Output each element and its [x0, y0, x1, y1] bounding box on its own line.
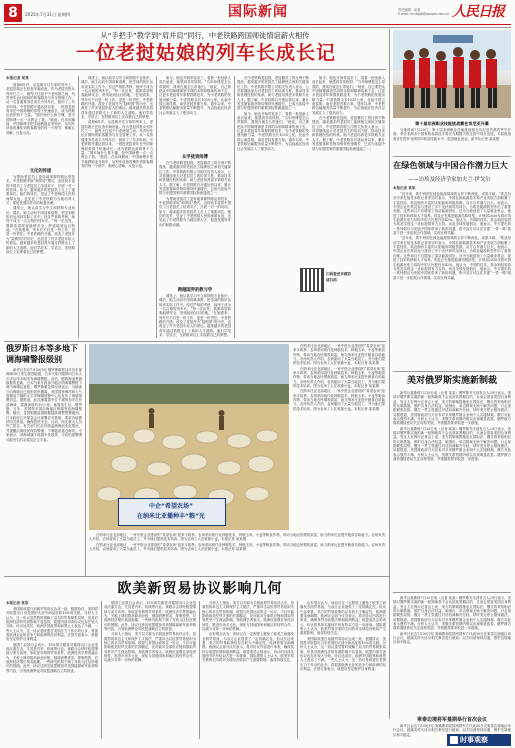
trade-byline: 本报记者 某某: [6, 601, 29, 605]
lead-col2-para2: 清晨6时许，从昆明开往万象的列车上，老挝姑娘正在检查车厢设备。作为老挝首批女列车长之一，她每天往返于中老两国之间，负责列车运行期间的旅客服务与安全管理工作。从一名普通乘务员成长为列车长，她用了三年多时间。中老铁路开通运营以来，一批批老挝青年在中国师傅的带领下快速成长，成为铁路运营的骨干力量。“刚开始什么都不懂，是中国师傅一点一点教会了我。”她说。在培训期间，中国师傅手把手地教她业务知识，从列车设备的操作到旅客服务的每一个细节，都耐心讲解、反复示范。: [81, 120, 153, 168]
section-title: 国际新闻: [228, 4, 288, 20]
bottom-right-body: [393, 596, 511, 712]
right-rule: [393, 371, 511, 372]
left-rule: [4, 341, 386, 342]
lead-col3-para4: 课堂上，她认真学习中文和铁路专业知识；课后，她主动向中国同事请教，把学到的知识运用到实际工作中。经过严格的考核，她终于成为一名合格的列车长。“每一次出发，我都希望旅客能够安全、舒适地到达目的地。”在她看来，列车长不仅是一份工作，更是一份责任。中老铁路的开通，改变了老挝作为“陆锁国”的历史，也改变了许多老挝年轻人的命运。越来越多的老挝青年通过铁路走上了新的人生道路，他们学技术、学语言，在铁路岗位上实现着自己的梦想。: [159, 294, 231, 338]
trade-para-1b: 德国工业联合会表示，15%的关税将对德国出口企业造成沉重打击，尤其是汽车、机械等行业。该联合会呼吁欧盟继续与美方谈判，争取更有利的贸易条件。欧洲经济学界普遍认为，关税上调将推高商品价格，削弱消费需求，抑制投资，对欧洲经济增长构成拖累。一些研究机构下调了对欧元区经济增长的预期。此外，协议还涉及欧盟增加对美国能源和军备采购等内容，引发欧洲舆论对欧盟战略自主的担忧。: [6, 642, 98, 673]
trade-col4: [300, 601, 386, 739]
lead-subhead-2: 从学徒到师傅: [182, 155, 208, 160]
lead-col1-text: [6, 83, 75, 165]
hope-farm-para: 在纳米比亚北部地区，一家中资企业建设的“希望农场”迎来丰收季。农场采用现代化种植技术，种植玉米、小麦等粮食作物，带动当地农民增收致富，助力纳米比亚提升粮食自给能力。农场负责人介绍，农场雇用了大量当地员工，并为他们提供技术培训。图为农场工人在收割小麦。本报记者 某某摄: [293, 344, 385, 366]
tsunami-headline: 俄罗斯日本等多地下调海啸警报级别: [6, 344, 78, 364]
hope-farm-caption-1: 中企“希望农场”: [149, 503, 193, 510]
hope-farm-para4: 在纳米比亚北部地区，一家中资企业建设的“希望农场”迎来丰收季。农场采用现代化种植技术，种植玉米、小麦等粮食作物，带动当地农民增收致富，助力纳米比亚提升粮食自给能力。农场负责人介绍，农场雇用了大量当地员工，并为他们提供技术培训。图为农场工人在收割小麦。本报记者 某某摄: [89, 533, 385, 542]
tsunami-body: [6, 368, 82, 574]
trade-para-2b: 分析人士指出，美方以关税为手段迫使贸易伙伴让步，是典型的单边主义和保护主义做法，严重冲击以世界贸易组织为核心的多边贸易体制。欧盟与美国达成的这一协议，不仅可能影响欧美经贸关系的长期稳定，还可能对全球供应链和国际贸易秩序产生深远影响。有欧洲学者表示，欧洲应加强自身经济韧性，推进市场多元化，深化与其他国家和地区的经贸合作，以减少对单一市场的依赖。: [104, 632, 196, 663]
news-icon: [450, 736, 458, 744]
tsunami-para: 新华社东京7月30日电 俄罗斯堪察加半岛东部海域30日发生强烈地震，日本气象厅随即向日本太平洋沿岸多地发布海啸警报。此后，随着海浪观测数据的更新，日本气象厅将部分地区的海啸警报下调为海啸注意报。俄罗斯紧急情况部表示，当地部分沿海地区已组织居民撤离。美国国家海洋和大气管理局下属的太平洋海啸预警中心也发布了海啸预警信息。据报道，此次地震震中位于堪察加半岛东部海域，震源深度约19公里。地震发生后，俄罗斯、日本、美国等多国沿海地区相继发布海啸预警。随后，各国根据监测数据陆续调整预警级别。日本政府召开紧急会议部署应对措施，要求各地做好防灾准备，确保居民安全。目前，尚无重大人员伤亡报告。有关部门仍在持续监测海浪变化情况，并提醒沿海居民保持警惕，不要随意靠近海岸。专家表示，该海域属于地震多发地带，今后仍需警惕可能发生的余震及次生灾害。: [6, 368, 82, 442]
africa-skills-caption-body: [393, 128, 511, 154]
africa-skills-caption-para: 当地时间7月29日，第十届非洲职业技能挑战赛在肯尼亚首都内罗毕开幕。来自非洲多个国家的参赛选手将在为期数天的比赛中同台竞技。本届挑战赛旨在提升非洲青年职业技能水平，促进就业创业。新华社记者 某某摄: [393, 128, 511, 141]
lead-col4-text: [237, 76, 309, 236]
trade-para-1: 美国和欧盟日前就贸易协议达成一致，根据协议，美国将对欧盟出口至美国的大部分商品征收15%的关税。分析人士认为，这一协议虽然暂时缓解了双方的贸易紧张局势，但其对欧洲经济的负面影响不容忽视，欧盟内部对该协议也存在较大分歧。协议达成后，欧洲多国政界和商界人士表达了不满。一些人士认为，这一协议是欧盟在美国压力下作出的让步，将损害欧洲企业的竞争力和欧洲的经济利益。法国方面表示，欧盟应坚定维护自身利益。: [6, 607, 98, 642]
lead-col5-para2: 在中老铁路老挝段，老挝籍员工的比例不断提高，越来越多的老挝员工能够独立承担关键岗位工作。中老铁路有限公司相关负责人表示，公司将继续加大对老挝员工的培训力度，推动技术和管理经验的传承，助力老挝培养更多铁路专业人才。据了解，中老铁路自开通运营以来，累计发送旅客和货物均保持快速增长，已成为连接中国与东盟国家的重要国际物流通道之一。: [312, 116, 385, 151]
trade-para-4: 也有观点认为，该协议在一定程度上避免了欧美之间爆发全面贸易战，为双方企业提供了一定的确定性。但从长远来看，美方的贸易政策仍存在较大不确定性，欧洲需要未雨绸缪。欧洲议会部分议员表示，将对协议内容进行审查，确保其符合欧盟法律和欧洲利益。欧盟委员会则表示，协议的具体实施细节仍有待双方进一步磋商。国际观察人士认为，欧美贸易关系的走向将对全球经济格局产生重要影响，值得持续关注。: [300, 601, 386, 636]
africa-skills-photo-art: [393, 30, 511, 118]
border-meeting-headline: 柬泰边境将军曼期举行首次会议: [416, 717, 487, 723]
hope-farm-para5: 在纳米比亚北部地区，一家中资企业建设的“希望农场”迎来丰收季。农场采用现代化种植技术，种植玉米、小麦等粮食作物，带动当地农民增收致富，助力纳米比亚提升粮食自给能力。农场负责人介绍，农场雇用了大量当地员工，并为他们提供技术培训。图为农场工人在收割小麦。本报记者 某某摄: [89, 542, 385, 552]
contact-line-1: 责任编辑：某某: [398, 8, 421, 12]
trade-para-3b: 也有观点认为，该协议在一定程度上避免了欧美之间爆发全面贸易战，为双方企业提供了一定的确定性。但从长远来看，美方的贸易政策仍存在较大不确定性，欧洲需要未雨绸缪。欧洲议会部分议员表示，将对协议内容进行审查，确保其符合欧盟法律和欧洲利益。欧盟委员会则表示，协议的具体实施细节仍有待双方进一步磋商。国际观察人士认为，欧美贸易关系的走向将对全球经济格局产生重要影响，值得持续关注。: [202, 632, 294, 663]
lead-col1-para: 清晨6时许，从昆明开往万象的列车上，老挝姑娘正在检查车厢设备。作为老挝首批女列车长之一，她每天往返于中老两国之间，负责列车运行期间的旅客服务与安全管理工作。从一名普通乘务员成长为列车长，她用了三年多时间。中老铁路开通运营以来，一批批老挝青年在中国师傅的带领下快速成长，成为铁路运营的骨干力量。“刚开始什么都不懂，是中国师傅一点一点教会了我。”她说。在培训期间，中国师傅手把手地教她业务知识，从列车设备的操作到旅客服务的每一个细节，都耐心讲解、反复示范。: [6, 83, 75, 135]
lead-col3-para3: 为帮助老挝员工更好地掌握铁路运营技术，中老铁路采取“师带徒”模式，由经验丰富的中国员工与老挝员工结成对子，开展一对一的培训。如今，越来越多的老挝员工走上了重要岗位。她们的成长，见证了中老两国人民的深厚友谊，也见证了中老铁路为当地培养人才、促进发展所作出的积极贡献。: [159, 196, 231, 227]
lead-col1-para3: 课堂上，她认真学习中文和铁路专业知识；课后，她主动向中国同事请教，把学到的知识运用到实际工作中。经过严格的考核，她终于成为一名合格的列车长。“每一次出发，我都希望旅客能够安全、舒适地到达目的地。”在她看来，列车长不仅是一份工作，更是一份责任。中老铁路的开通，改变了老挝作为“陆锁国”的历史，也改变了许多老挝年轻人的命运。越来越多的老挝青年通过铁路走上了新的人生道路，他们学技术、学语言，在铁路岗位上实现着自己的梦想。: [6, 206, 75, 254]
lead-col1-para2: 为帮助老挝员工更好地掌握铁路运营技术，中老铁路采取“师带徒”模式，由经验丰富的中国员工与老挝员工结成对子，开展一对一的培训。如今，越来越多的老挝员工走上了重要岗位。她们的成长，见证了中老两国人民的深厚友谊，也见证了中老铁路为当地培养人才、促进发展所作出的积极贡献。: [6, 175, 75, 206]
lead-kicker: 从“手把手”教学到“肩并肩”同行，中老铁路跨国师徒情谊薪火相传: [100, 31, 310, 40]
trade-col1: [6, 607, 98, 739]
sanctions-para: 新华社莫斯科7月29日电（记者 某某）俄罗斯外交部发言人29日表示，美国对俄罗斯实施的新一轮制裁将不会达到其预期目的，反而会损害美国自身利益。发言人在例行记者会上说，美方的制裁措施违反国际法，俄方将采取相应的反制措施，维护自身合法权益。她指出，单边制裁无助于解决问题，只会加剧紧张局势。俄方一贯主张通过对话协商解决分歧，呼吁美方停止错误做法。另据报道，美国财政部当天宣布对多家俄罗斯企业和个人实施制裁。俄方对此表示强烈不满。分析人士认为，美俄关系短期内难以出现明显改善。俄罗斯方面将继续密切关注局势发展，并根据需要采取进一步措施。: [393, 391, 511, 426]
newspaper-logo: 人民日报: [452, 4, 504, 20]
interview-headline: 在绿色领域与中国合作潜力巨大: [393, 160, 508, 170]
hope-farm-text: [293, 344, 385, 530]
lead-col3-para2: 在中老铁路老挝段，老挝籍员工的比例不断提高，越来越多的老挝员工能够独立承担关键岗位工作。中老铁路有限公司相关负责人表示，公司将继续加大对老挝员工的培训力度，推动技术和管理经验的传承，助力老挝培养更多铁路专业人才。据了解，中老铁路自开通运营以来，累计发送旅客和货物均保持快速增长，已成为连接中国与东盟国家的重要国际物流通道之一。: [159, 161, 231, 196]
lead-byline: 本报记者 某某: [6, 76, 29, 80]
trade-col3: [202, 601, 294, 739]
lead-col2-text: [81, 76, 153, 338]
interview-para2: “近年来，埃中两国在绿色能源领域的合作不断深化，成果丰硕。”埃及经济学家在接受本报记者采访时表示，中国在新能源技术和产业发展方面积累了丰富经验，埃及拥有丰富的太阳能和风能资源，双方合作潜力巨大。他表示，中国企业在埃及参与建设了多个光伏和风电项目，为埃及能源转型作出了重要贡献。这些项目不仅增加了清洁能源供应，还为当地创造了大量就业机会，促进了技术转移和人才培养。埃及正在推进能源结构转型，计划到2030年将可再生能源在电力结构中的占比提升至42%。他认为，中国的技术、资金和经验将为埃及实现这一目标提供有力支持。谈及全球发展倡议，他表示，中方提出的一系列倡议为发展中国家带来了新的机遇，埃中双方可以在共建“一带一路”框架下进一步拓展合作领域，实现互利共赢。: [393, 236, 511, 280]
lead-col3-text: [159, 76, 231, 152]
trade-para-4b: 美国和欧盟日前就贸易协议达成一致，根据协议，美国将对欧盟出口至美国的大部分商品征收15%的关税。分析人士认为，这一协议虽然暂时缓解了双方的贸易紧张局势，但其对欧洲经济的负面影响不容忽视，欧盟内部对该协议也存在较大分歧。协议达成后，欧洲多国政界和商界人士表达了不满。一些人士认为，这一协议是欧盟在美国压力下作出的让步，将损害欧洲企业的竞争力和欧洲的经济利益。法国方面表示，欧盟应坚定维护自身利益。: [300, 636, 386, 672]
right-rule: [393, 156, 511, 157]
masthead-rule: [4, 24, 511, 25]
lead-col1-text2: [6, 175, 75, 335]
lead-col5-para: 如今，她也开始带徒弟了。看着一批批新人成长起来，她感到非常欣慰。“当年师傅是怎么带我的，我现在就怎么带他们。”她说，自己要把从中国师傅那里学到的本领和精神传承下去，让更多老挝青年掌握铁路技术，为中老铁路的发展贡献力量。中老铁路全长1035公里，北起中国云南昆明，南至老挝首都万象。通车以来，中老铁路运输服务质量不断提升，为沿线地区经济社会发展注入了强劲动力。: [312, 76, 385, 115]
interview-body: [393, 192, 511, 368]
right-column-divider: [389, 29, 390, 719]
africa-skills-photo: [393, 30, 511, 118]
hope-farm-para2: 在纳米比亚北部地区，一家中资企业建设的“希望农场”迎来丰收季。农场采用现代化种植技术，种植玉米、小麦等粮食作物，带动当地农民增收致富，助力纳米比亚提升粮食自给能力。农场负责人介绍，农场雇用了大量当地员工，并为他们提供技术培训。图为农场工人在收割小麦。本报记者 某某摄: [293, 366, 385, 389]
lead-col3-text3: [159, 294, 231, 338]
border-meeting-body: [393, 724, 511, 737]
lead-headline: 一位老挝姑娘的列车长成长记: [75, 42, 336, 64]
trade-col2: [104, 601, 196, 739]
trade-para-2: 德国工业联合会表示，15%的关税将对德国出口企业造成沉重打击，尤其是汽车、机械等行业。该联合会呼吁欧盟继续与美方谈判，争取更有利的贸易条件。欧洲经济学界普遍认为，关税上调将推高商品价格，削弱消费需求，抑制投资，对欧洲经济增长构成拖累。一些研究机构下调了对欧元区经济增长的预期。此外，协议还涉及欧盟增加对美国能源和军备采购等内容，引发欧洲舆论对欧盟战略自主的担忧。: [104, 601, 196, 632]
bottom-rule: [4, 576, 389, 577]
sanctions-body: [393, 391, 511, 589]
bottom-right-para: 新华社莫斯科7月29日电（记者 某某）俄罗斯外交部发言人29日表示，美国对俄罗斯实施的新一轮制裁将不会达到其预期目的，反而会损害美国自身利益。发言人在例行记者会上说，美方的制裁措施违反国际法，俄方将采取相应的反制措施，维护自身合法权益。她指出，单边制裁无助于解决问题，只会加剧紧张局势。俄方一贯主张通过对话协商解决分歧，呼吁美方停止错误做法。另据报道，美国财政部当天宣布对多家俄罗斯企业和个人实施制裁。俄方对此表示强烈不满。分析人士认为，美俄关系短期内难以出现明显改善。俄罗斯方面将继续密切关注局势发展，并根据需要采取进一步措施。: [393, 596, 511, 631]
sanctions-para2: 新华社莫斯科7月29日电（记者 某某）俄罗斯外交部发言人29日表示，美国对俄罗斯实施的新一轮制裁将不会达到其预期目的，反而会损害美国自身利益。发言人在例行记者会上说，美方的制裁措施违反国际法，俄方将采取相应的反制措施，维护自身合法权益。她指出，单边制裁无助于解决问题，只会加剧紧张局势。俄方一贯主张通过对话协商解决分歧，呼吁美方停止错误做法。另据报道，美国财政部当天宣布对多家俄罗斯企业和个人实施制裁。俄方对此表示强烈不满。分析人士认为，美俄关系短期内难以出现明显改善。俄罗斯方面将继续密切关注局势发展，并根据需要采取进一步措施。: [393, 426, 511, 462]
border-meeting-para: 新华社金边7月30日电 柬埔寨和泰国两国军方代表30日在柬泰边境地区举行会议，就落实停火协议相关事宜进行磋商。双方同意保持沟通，维护边境地区和平稳定。: [393, 724, 511, 737]
hope-farm-text-below: [89, 533, 385, 573]
trade-headline: 欧美新贸易协议影响几何: [117, 581, 283, 597]
lead-col2-para: 课堂上，她认真学习中文和铁路专业知识；课后，她主动向中国同事请教，把学到的知识运用到实际工作中。经过严格的考核，她终于成为一名合格的列车长。“每一次出发，我都希望旅客能够安全、舒适地到达目的地。”在她看来，列车长不仅是一份工作，更是一份责任。中老铁路的开通，改变了老挝作为“陆锁国”的历史，也改变了许多老挝年轻人的命运。越来越多的老挝青年通过铁路走上了新的人生道路，他们学技术、学语言，在铁路岗位上实现着自己的梦想。: [81, 76, 153, 120]
bottom-right-para2: 新华社金边7月30日电 柬埔寨和泰国两国军方代表30日在柬泰边境地区举行会议，就落实停火协议相关事宜进行磋商。双方同意保持沟通，维护边境地区和平稳定。: [393, 631, 511, 645]
lead-col3-text2: [159, 161, 231, 281]
lead-subhead-3: 跨越国界的教与学: [177, 288, 213, 293]
lead-headline-rule: [4, 69, 386, 70]
contact-line-2: E-mail: rmrbgjb@people.com.cn: [398, 12, 450, 16]
hope-farm-para3: 在纳米比亚北部地区，一家中资企业建设的“希望农场”迎来丰收季。农场采用现代化种植技术，种植玉米、小麦等粮食作物，带动当地农民增收致富，助力纳米比亚提升粮食自给能力。农场负责人介绍，农场雇用了大量当地员工，并为他们提供技术培训。图为农场工人在收割小麦。本报记者 某某摄: [293, 389, 385, 411]
date-line: 2025年7月31日 星期四: [25, 12, 71, 17]
column-label: 时事观察: [460, 736, 488, 744]
sanctions-headline: 美对俄罗斯实施新制裁: [406, 376, 497, 386]
interview-para: “近年来，埃中两国在绿色能源领域的合作不断深化，成果丰硕。”埃及经济学家在接受本报记者采访时表示，中国在新能源技术和产业发展方面积累了丰富经验，埃及拥有丰富的太阳能和风能资源，双方合作潜力巨大。他表示，中国企业在埃及参与建设了多个光伏和风电项目，为埃及能源转型作出了重要贡献。这些项目不仅增加了清洁能源供应，还为当地创造了大量就业机会，促进了技术转移和人才培养。埃及正在推进能源结构转型，计划到2030年将可再生能源在电力结构中的占比提升至42%。他认为，中国的技术、资金和经验将为埃及实现这一目标提供有力支持。谈及全球发展倡议，他表示，中方提出的一系列倡议为发展中国家带来了新的机遇，埃中双方可以在共建“一带一路”框架下进一步拓展合作领域，实现互利共赢。: [393, 192, 511, 236]
qr-code[interactable]: [300, 268, 324, 292]
hope-farm-caption-2: 在纳米比亚播种丰“粮”光: [137, 513, 205, 520]
qr-label: 扫码看更多精彩: [326, 272, 352, 276]
lead-col4-para2: 如今，她也开始带徒弟了。看着一批批新人成长起来，她感到非常欣慰。“当年师傅是怎么带我的，我现在就怎么带他们。”她说，自己要把从中国师傅那里学到的本领和精神传承下去，让更多老挝青年掌握铁路技术，为中老铁路的发展贡献力量。中老铁路全长1035公里，北起中国云南昆明，南至老挝首都万象。通车以来，中老铁路运输服务质量不断提升，为沿线地区经济社会发展注入了强劲动力。: [237, 111, 309, 151]
trade-para-3: 分析人士指出，美方以关税为手段迫使贸易伙伴让步，是典型的单边主义和保护主义做法，严重冲击以世界贸易组织为核心的多边贸易体制。欧盟与美国达成的这一协议，不仅可能影响欧美经贸关系的长期稳定，还可能对全球供应链和国际贸易秩序产生深远影响。有欧洲学者表示，欧洲应加强自身经济韧性，推进市场多元化，深化与其他国家和地区的经贸合作，以减少对单一市场的依赖。: [202, 601, 294, 632]
page-number: 8: [8, 5, 18, 21]
interview-subhead: ——访埃及经济学家加夫兰·伊戈尔: [408, 177, 491, 183]
lead-col4-para: 在中老铁路老挝段，老挝籍员工的比例不断提高，越来越多的老挝员工能够独立承担关键岗位工作。中老铁路有限公司相关负责人表示，公司将继续加大对老挝员工的培训力度，推动技术和管理经验的传承，助力老挝培养更多铁路专业人才。据了解，中老铁路自开通运营以来，累计发送旅客和货物均保持快速增长，已成为连接中国与东盟国家的重要国际物流通道之一。: [237, 76, 309, 111]
qr-label-2: 请扫码: [326, 278, 337, 282]
lead-col3-para: 如今，她也开始带徒弟了。看着一批批新人成长起来，她感到非常欣慰。“当年师傅是怎么带我的，我现在就怎么带他们。”她说，自己要把从中国师傅那里学到的本领和精神传承下去，让更多老挝青年掌握铁路技术，为中老铁路的发展贡献力量。中老铁路全长1035公里，北起中国云南昆明，南至老挝首都万象。通车以来，中老铁路运输服务质量不断提升，为沿线地区经济社会发展注入了强劲动力。: [159, 76, 231, 115]
lead-subhead-1: 文化的传递: [29, 169, 52, 174]
africa-skills-caption-title: 第十届非洲职业技能挑战赛在肯尼亚开幕: [415, 121, 489, 126]
bottom-right-rule: [393, 592, 511, 593]
lead-col5-text: [312, 76, 385, 262]
interview-byline: 本报记者 某某: [393, 186, 416, 190]
